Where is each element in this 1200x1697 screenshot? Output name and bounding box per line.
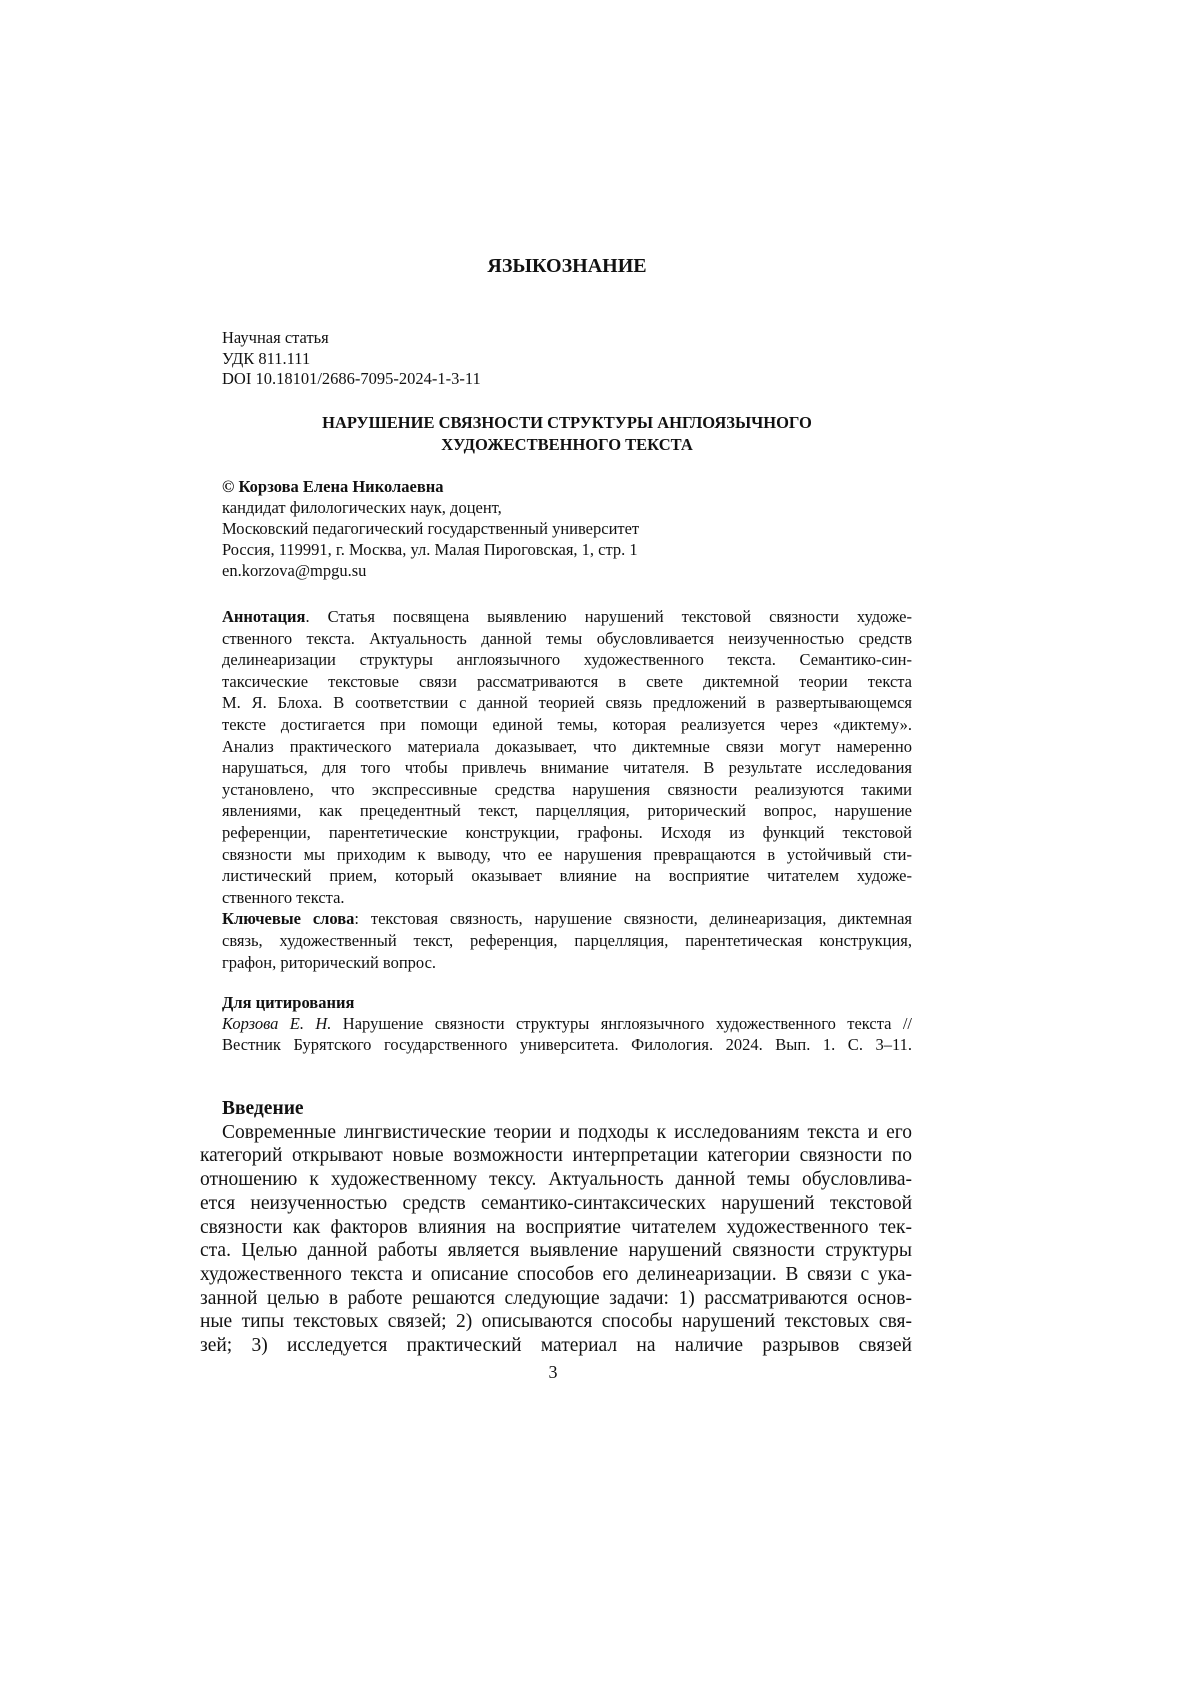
abstract-line: М. Я. Блоха. В соответствии с данной теорией связь предложений в развертывающемся bbox=[222, 692, 912, 714]
introduction-section bbox=[200, 1097, 912, 1358]
title-line: НАРУШЕНИЕ СВЯЗНОСТИ СТРУКТУРЫ АНГЛОЯЗЫЧНОГО bbox=[0, 412, 1134, 434]
abstract-line: Анализ практического материала доказывает, что диктемные связи могут намеренно bbox=[222, 736, 912, 758]
abstract-line: таксические текстовые связи рассматриваются в свете диктемной теории текста bbox=[222, 671, 912, 693]
body-line: ста. Целью данной работы является выявление нарушений связности структуры bbox=[200, 1239, 912, 1263]
citation-text: Нарушение связности структуры янглоязычного художественного текста // bbox=[331, 1014, 912, 1033]
keywords-line: графон, риторический вопрос. bbox=[222, 952, 912, 974]
citation-author: Корзова Е. Н. bbox=[222, 1014, 331, 1033]
article-title bbox=[0, 412, 1134, 456]
abstract-line: тексте достигается при помощи единой темы, которая реализуется через «диктему». bbox=[222, 714, 912, 736]
abstract-line: связности мы приходим к выводу, что ее нарушения превращаются в устойчивый сти- bbox=[222, 844, 912, 866]
keywords-line bbox=[222, 908, 912, 930]
keywords-line: связь, художественный текст, референция, парцелляция, парентетическая конструкция, bbox=[222, 930, 912, 952]
abstract-line: ственного текста. bbox=[222, 887, 912, 909]
abstract-line: листический прием, который оказывает влияние на восприятие читателем художе- bbox=[222, 865, 912, 887]
abstract-text: . Статья посвящена выявлению нарушений текстовой связности художе- bbox=[305, 607, 912, 626]
page-number: 3 bbox=[0, 1362, 1106, 1383]
author-affiliation: Московский педагогический государственный университет bbox=[222, 518, 639, 539]
body-line: ные типы текстовых связей; 2) описываются способы нарушений текстовых свя- bbox=[200, 1310, 912, 1334]
body-line: отношению к художественному тексу. Актуальность данной темы обусловлива- bbox=[200, 1168, 912, 1192]
section-heading: ЯЗЫКОЗНАНИЕ bbox=[0, 255, 1134, 278]
keywords-label: Ключевые слова bbox=[222, 909, 354, 928]
author-info bbox=[222, 476, 639, 581]
abstract-line: явлениями, как прецедентный текст, парцелляция, риторический вопрос, нарушение bbox=[222, 800, 912, 822]
citation-line: Вестник Бурятского государственного университета. Филология. 2024. Вып. 1. С. 3–11. bbox=[222, 1034, 912, 1055]
abstract-line: нарушаться, для того чтобы привлечь внимание читателя. В результате исследования bbox=[222, 757, 912, 779]
abstract-line: делинеаризации структуры англоязычного художественного текста. Семантико-син- bbox=[222, 649, 912, 671]
abstract bbox=[222, 606, 912, 973]
body-line: Современные лингвистические теории и подходы к исследованиям текста и его bbox=[200, 1121, 912, 1145]
doi: DOI 10.18101/2686-7095-2024-1-3-11 bbox=[222, 369, 481, 390]
author-degree: кандидат филологических наук, доцент, bbox=[222, 497, 639, 518]
citation bbox=[222, 992, 912, 1055]
author-name: © Корзова Елена Николаевна bbox=[222, 476, 639, 497]
udk: УДК 811.111 bbox=[222, 349, 481, 370]
abstract-line: установлено, что экспрессивные средства нарушения связности реализуются такими bbox=[222, 779, 912, 801]
article-type: Научная статья bbox=[222, 328, 481, 349]
citation-line bbox=[222, 1013, 912, 1034]
body-line: категорий открывают новые возможности интерпретации категории связности по bbox=[200, 1144, 912, 1168]
body-line: занной целью в работе решаются следующие задачи: 1) рассматриваются основ- bbox=[200, 1287, 912, 1311]
body-line: художественного текста и описание способов его делинеаризации. В связи с ука- bbox=[200, 1263, 912, 1287]
title-line: ХУДОЖЕСТВЕННОГО ТЕКСТА bbox=[0, 434, 1134, 456]
keywords-text: : текстовая связность, нарушение связности, делинеаризация, диктемная bbox=[354, 909, 912, 928]
abstract-line: референции, парентетические конструкции, графоны. Исходя из функций текстовой bbox=[222, 822, 912, 844]
citation-heading: Для цитирования bbox=[222, 992, 912, 1013]
article-meta bbox=[222, 328, 481, 390]
author-address: Россия, 119991, г. Москва, ул. Малая Пироговская, 1, стр. 1 bbox=[222, 539, 639, 560]
body-line: связности как факторов влияния на восприятие читателем художественного тек- bbox=[200, 1216, 912, 1240]
abstract-line bbox=[222, 606, 912, 628]
abstract-line: ственного текста. Актуальность данной темы обусловливается неизученностью средств bbox=[222, 628, 912, 650]
introduction-heading: Введение bbox=[200, 1097, 912, 1121]
body-line: ется неизученностью средств семантико-синтаксических нарушений текстовой bbox=[200, 1192, 912, 1216]
author-email[interactable]: en.korzova@mpgu.su bbox=[222, 560, 639, 581]
abstract-label: Аннотация bbox=[222, 607, 305, 626]
body-line: зей; 3) исследуется практический материал на наличие разрывов связей bbox=[200, 1334, 912, 1358]
